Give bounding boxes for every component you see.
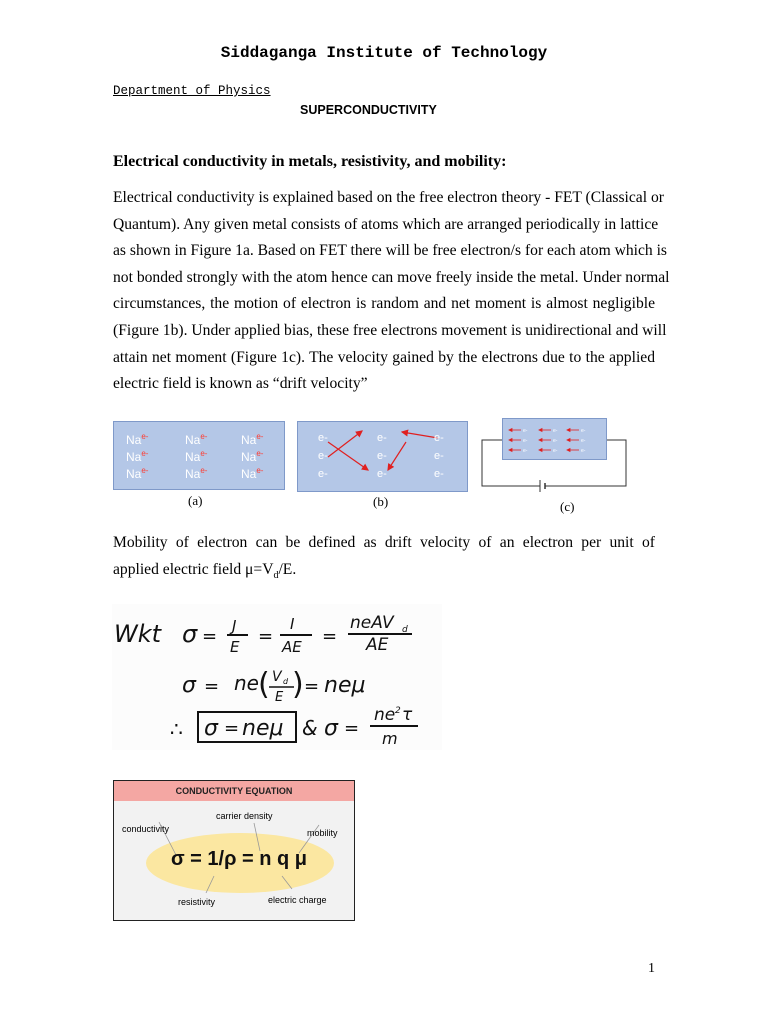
electron-label: e- [141,449,149,458]
electron-label: e- [523,438,528,444]
svg-text:d: d [402,625,408,635]
paragraph-line: electric field is known as “drift velocity” [113,375,368,393]
paragraph-line [113,557,655,584]
svg-text:2: 2 [395,706,401,716]
svg-text:AE: AE [366,635,389,655]
svg-text:neAV: neAV [350,613,394,633]
paragraph-line: as shown in Figure 1a. Based on FET there will be free electron/s for each atom which is [113,242,668,260]
svg-text:d: d [283,677,289,686]
atom-label: Na [185,433,201,447]
svg-text:): ) [292,667,304,702]
electron-label: e- [581,428,586,434]
electron-label: e- [553,438,558,444]
label-electric-charge: electric charge [268,895,327,905]
electron-label: e- [553,428,558,434]
electron-label: e- [581,438,586,444]
svg-text:Wkt: Wkt [114,620,162,648]
svg-text:=: = [224,718,240,739]
atom-label: Na [241,433,257,447]
electron-label: e- [581,448,586,454]
paragraph-line: Mobility of electron can be defined as drift velocity of an electron per unit of [113,534,655,551]
atom-label: Na [126,450,142,464]
figure-1b-random-motion [297,421,468,492]
paragraph-line: (Figure 1b). Under applied bias, these free electrons movement is unidirectional and will [113,321,667,339]
handwritten-equations-image [112,604,442,750]
svg-text:=: = [304,676,320,697]
svg-text:neμ: neμ [242,716,284,741]
atom-row [185,432,207,447]
electron-label: e- [377,432,387,444]
paragraph-line: Quantum). Any given metal consists of atoms which are arranged periodically in lattice [113,215,659,233]
svg-text:V: V [272,669,282,685]
electron-label: e- [318,450,328,462]
page-number: 1 [648,961,655,976]
svg-text:=: = [258,626,274,647]
svg-text:σ: σ [182,620,198,648]
atom-label: Na [126,467,142,481]
electron-label: e- [256,432,264,441]
svg-text:E: E [275,690,284,705]
electron-label: e- [318,468,328,480]
svg-text:σ: σ [324,716,338,741]
figure-1b-caption: (b) [373,494,389,509]
document-title: SUPERCONDUCTIVITY [300,103,437,117]
svg-text:σ: σ [182,673,196,698]
electron-label: e- [200,432,208,441]
atom-label: Na [241,450,257,464]
electron-label: e- [141,432,149,441]
label-conductivity: conductivity [122,824,170,834]
institution-name: Siddaganga Institute of Technology [220,44,548,62]
label-resistivity: resistivity [178,897,216,907]
electron-label: e- [523,428,528,434]
svg-text:m: m [382,729,398,748]
conductivity-box-title: CONDUCTIVITY EQUATION [114,781,354,801]
atom-row [241,432,263,447]
atom-row [185,466,207,481]
atom-label: Na [241,467,257,481]
atom-label: Na [126,433,142,447]
electron-label: e- [523,448,528,454]
label-mobility: mobility [307,828,338,838]
electron-label: e- [553,448,558,454]
svg-text:=: = [344,718,360,739]
atom-row [241,466,263,481]
paragraph-line: circumstances, the motion of electron is random and net moment is almost negligible [113,295,655,313]
paragraph-line: not bonded strongly with the atom hence can move freely inside the metal. Under normal [113,268,670,286]
atom-row [126,432,148,447]
conductivity-equation-box [113,780,355,921]
electron-label: e- [318,432,328,444]
handwritten-equations [112,604,442,750]
atom-row [241,449,263,464]
electron-label: e- [434,432,444,444]
paragraph-conductivity [113,185,670,398]
svg-text:AE: AE [282,638,302,656]
figure-1c-caption: (c) [560,499,575,514]
paragraph-line: Electrical conductivity is explained based on the free electron theory - FET (Classical or [113,189,664,206]
figure-1c-circuit [480,418,630,498]
svg-text:τ: τ [402,705,413,725]
svg-text:neμ: neμ [324,673,366,698]
conductivity-equation: σ = 1/ρ = n q μ [170,848,308,870]
section-heading: Electrical conductivity in metals, resistivity, and mobility: [113,153,507,170]
electron-label: e- [200,449,208,458]
atom-label: Na [185,467,201,481]
svg-text:J: J [232,617,237,635]
svg-text:=: = [322,626,338,647]
department-label: Department of Physics [113,84,271,98]
directed-arrows-icon [503,419,606,459]
atom-row [126,449,148,464]
svg-text:ne: ne [374,705,396,725]
figure-1a-caption: (a) [188,493,203,508]
label-carrier-density: carrier density [216,811,273,821]
electron-label: e- [141,466,149,475]
electron-label: e- [434,450,444,462]
svg-text:E: E [230,638,240,656]
subscript-d: d [273,569,279,581]
svg-text:σ: σ [204,716,218,741]
svg-text:&: & [302,716,318,740]
atom-row [126,466,148,481]
paragraph-text: applied electric field μ=V [113,560,274,578]
electron-label: e- [256,449,264,458]
svg-text:∴: ∴ [170,717,183,741]
svg-text:(: ( [258,667,270,702]
svg-text:=: = [204,676,220,697]
paragraph-mobility [113,530,655,583]
electron-label: e- [377,468,387,480]
electron-label: e- [256,466,264,475]
atom-label: Na [185,450,201,464]
svg-text:ne: ne [234,671,259,695]
electron-label: e- [200,466,208,475]
paragraph-line: attain net moment (Figure 1c). The velocity gained by the electrons due to the applied [113,348,655,366]
electron-label: e- [434,468,444,480]
conductor-block [502,418,607,460]
svg-text:I: I [290,615,295,633]
electron-label: e- [377,450,387,462]
atom-row [185,449,207,464]
figure-1a-lattice [113,421,285,490]
svg-text:=: = [202,626,218,647]
paragraph-text: /E. [278,560,297,578]
